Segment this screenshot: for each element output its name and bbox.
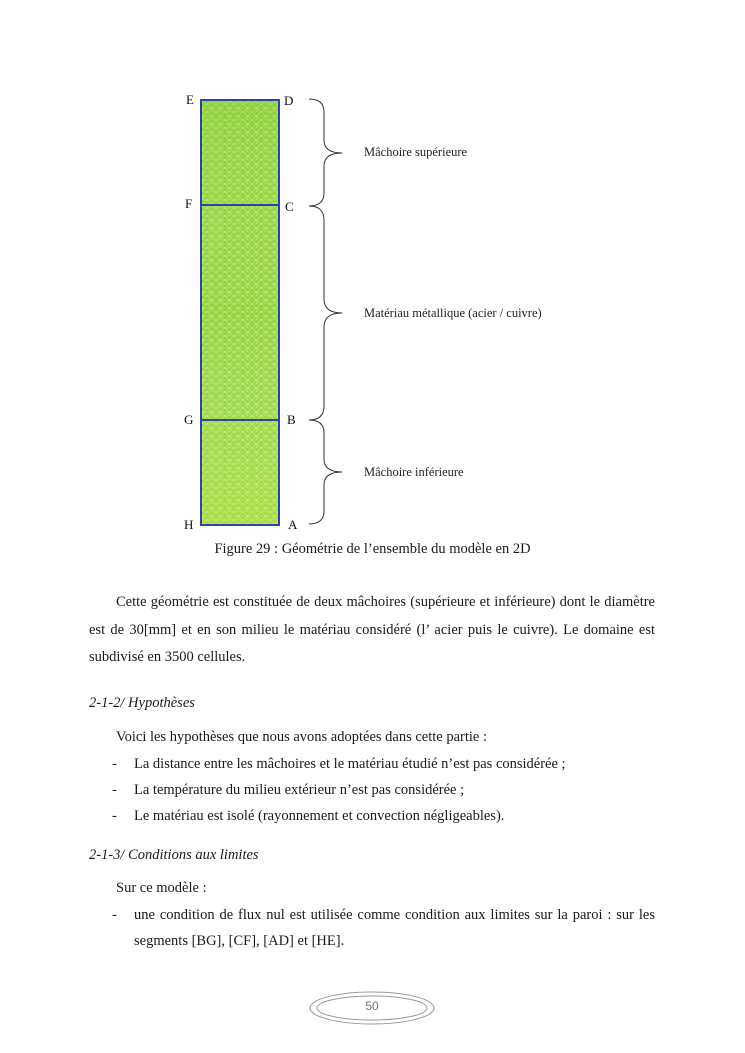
bullet-dash: - (112, 907, 117, 923)
point-label-e: E (186, 92, 194, 107)
annotation-material: Matériau métallique (acier / cuivre) (364, 306, 542, 320)
list-item (112, 777, 655, 803)
list-item-text: La température du milieu extérieur n’est pas considérée ; (134, 782, 465, 798)
brace-upper-jaw (309, 99, 342, 206)
point-label-d: D (284, 93, 294, 108)
page-footer (308, 990, 436, 1026)
brace-lower-jaw (309, 420, 342, 524)
point-label-h: H (184, 517, 194, 532)
section-heading-boundary-conditions: 2-1-3/ Conditions aux limites (89, 847, 259, 863)
list-item (112, 751, 655, 777)
paragraph-geometry: Cette géométrie est constituée de deux mâchoires (supérieure et inférieure) dont le diamètre est de 30[mm] et en son milieu le matériau considéré (l’ acier puis le cuivre). Le domaine est subdivisé en 3500 cellules. (89, 594, 655, 665)
hypotheses-intro: Voici les hypothèses que nous avons adoptées dans cette partie : (116, 729, 488, 745)
point-label-a: A (288, 517, 298, 532)
list-item (112, 803, 655, 829)
bullet-dash: - (112, 808, 117, 824)
list-item-text: une condition de flux nul est utilisée comme condition aux limites sur la paroi : sur les segments [BG], [CF], [AD] et [HE]. (134, 907, 655, 949)
section-heading-hypotheses: 2-1-2/ Hypothèses (89, 695, 195, 711)
boundary-intro: Sur ce modèle : (116, 880, 207, 896)
list-item-text: Le matériau est isolé (rayonnement et convection négligeables). (134, 808, 505, 824)
point-label-g: G (184, 412, 194, 427)
bullet-dash: - (112, 756, 117, 772)
bullet-dash: - (112, 782, 117, 798)
list-item-text: La distance entre les mâchoires et le matériau étudié n’est pas considérée ; (134, 756, 566, 772)
point-label-f: F (185, 196, 193, 211)
annotation-upper-jaw: Mâchoire supérieure (364, 145, 468, 159)
page-number: 50 (365, 999, 379, 1013)
figure-caption: Figure 29 : Géométrie de l’ensemble du modèle en 2D (214, 541, 531, 557)
brace-material (309, 206, 342, 420)
point-label-b: B (287, 412, 296, 427)
list-item (112, 902, 655, 954)
point-label-c: C (285, 199, 294, 214)
annotation-lower-jaw: Mâchoire inférieure (364, 465, 464, 479)
